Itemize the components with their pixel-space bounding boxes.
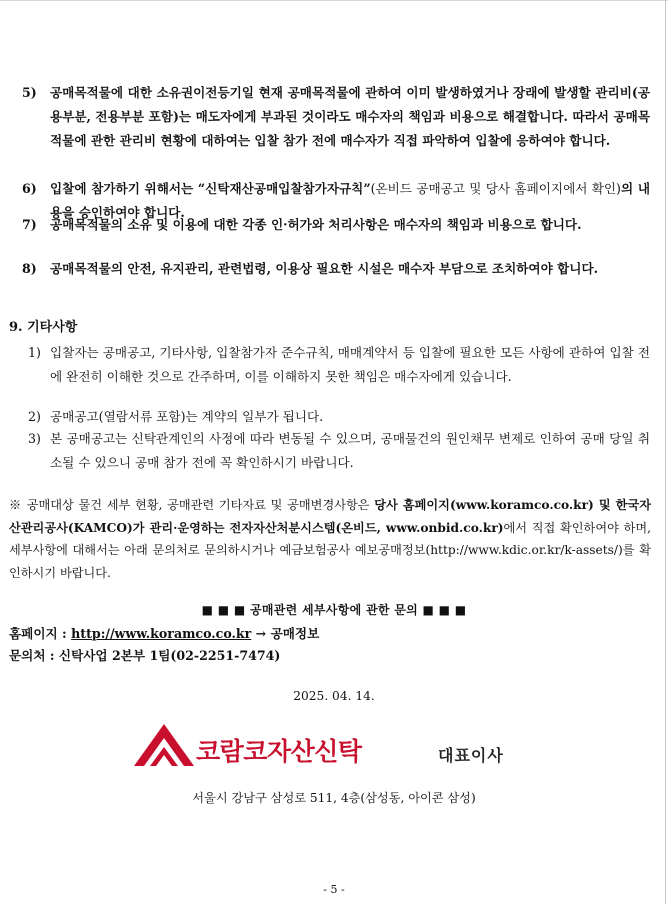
- list-item-number: 7): [22, 217, 37, 232]
- notice-paragraph: [9, 494, 651, 584]
- homepage-line: [9, 624, 319, 644]
- page-border-right: [665, 0, 666, 904]
- notice-text-2: 에서 직접 확인하여야 하며, 세부사항에 대해서는 아래 문의처로 문의하시거나 예금보험공사 예보공매정보(http://www.kdic.or.kr/k-assets/)를 확인하시기 바랍니다.: [9, 520, 651, 580]
- list-item-number: 6): [22, 181, 37, 196]
- section-heading: 9. 기타사항: [9, 320, 78, 335]
- homepage-label: 홈페이지 :: [9, 626, 72, 641]
- section9-item-1: [28, 341, 652, 389]
- rule-approval-text: 의 내용을 승인하여야 합니다.: [50, 181, 650, 220]
- company-logo-text: 코람코자산신탁: [196, 737, 362, 766]
- list-item-text: 공매목적물의 안전, 유지관리, 관련법령, 이용상 필요한 시설은 매수자 부담으로 조치하여야 합니다.: [50, 261, 599, 276]
- contact-label: 문의처 :: [9, 648, 59, 663]
- contact-line: [9, 646, 280, 666]
- section9-item-3: [28, 427, 652, 475]
- representative-title: 대표이사: [438, 746, 504, 765]
- notice-text-1: ※ 공매대상 물건 세부 현황, 공매관련 기타자료 및 공매변경사항은: [9, 498, 375, 512]
- list-item-8: [22, 257, 652, 281]
- homepage-suffix: → 공매정보: [251, 626, 320, 641]
- list-item-5: [22, 81, 652, 153]
- section9-item-2: [28, 405, 652, 429]
- list-item-number: 3): [28, 431, 41, 446]
- list-item-number: 8): [22, 261, 37, 276]
- list-item-7: [22, 213, 652, 237]
- company-address: 서울시 강남구 삼성로 511, 4층(삼성동, 아이콘 삼성): [192, 791, 476, 805]
- page-number: - 5 -: [323, 883, 345, 896]
- homepage-link[interactable]: http://www.koramco.co.kr: [71, 626, 252, 641]
- list-item-number: 1): [28, 345, 41, 360]
- inquiry-title: ■ ■ ■ 공매관련 세부사항에 관한 문의 ■ ■ ■: [201, 603, 467, 617]
- list-item-text: 공매목적물의 소유 및 이용에 대한 각종 인·허가와 처리사항은 매수자의 책임과 비용으로 합니다.: [50, 217, 582, 232]
- list-item-text: 공매목적물에 대한 소유권이전등기일 현재 공매목적물에 관하여 이미 발생하였거나 장래에 발생할 관리비(공용부분, 전용부분 포함)는 매도자에게 부과된 것이라도 매수자의 책임과 비용으로 해결합니다. 따라서 공매목적물에 관한 관리비 현황에 대하여는 입찰 참가 전에 매수자가 직접 파악하여 입찰에 응하여야 합니다.: [50, 85, 650, 148]
- notice-sites: 당사 홈페이지(www.koramco.co.kr) 및 한국자산관리공사(KAMCO)가 관리·운영하는 전자자산처분시스템(온비드, www.onbid.co.kr): [9, 498, 652, 535]
- list-item-text: 본 공매공고는 신탁관계인의 사정에 따라 변동될 수 있으며, 공매물건의 원인채무 변제로 인하여 공매 당일 취소될 수 있으니 공매 참가 전에 꼭 확인하시기 바랍니다.: [50, 431, 650, 470]
- rule-reference: 입찰에 참가하기 위해서는 “신탁재산공매입찰참가자규칙”: [50, 181, 371, 196]
- notice-date: 2025. 04. 14.: [293, 689, 375, 703]
- page-border-top: [0, 0, 668, 1]
- list-item-number: 5): [22, 85, 37, 100]
- contact-value: 신탁사업 2본부 1팀(02-2251-7474): [58, 648, 281, 663]
- rule-source-note: (온비드 공매공고 및 당사 홈페이지에서 확인): [370, 181, 621, 196]
- list-item-text: 공매공고(열람서류 포함)는 계약의 일부가 됩니다.: [50, 409, 324, 424]
- list-item-text: 입찰자는 공매공고, 기타사항, 입찰참가자 준수규칙, 매매계약서 등 입찰에 필요한 모든 사항에 관하여 입찰 전에 완전히 이해한 것으로 간주하며, 이를 이해하지 못한 책임은 매수자에게 있습니다.: [50, 345, 650, 384]
- list-item-number: 2): [28, 409, 41, 424]
